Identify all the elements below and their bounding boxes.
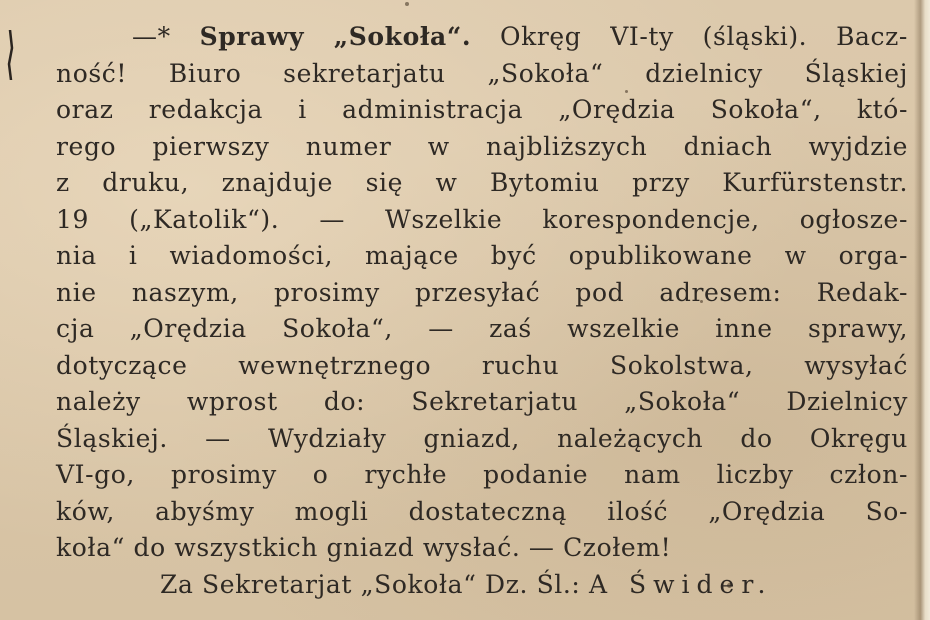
- article-line: 19 („Katolik“). — Wszelkie korespondencje, ogłosze-: [56, 204, 908, 234]
- line-lead: —*: [132, 22, 200, 51]
- article-line: dotyczące wewnętrznego ruchu Sokolstwa, wysyłać: [56, 350, 908, 380]
- article-line: [56, 19, 908, 56]
- article-line: oraz redakcja i administracja „Orędzia Sokoła“, któ-: [56, 95, 908, 124]
- article-heading: Sprawy „Sokoła“.: [199, 22, 472, 51]
- article-line: Śląskiej. — Wydziały gniazd, należących do Okręgu: [56, 423, 908, 453]
- article-line: nie naszym, prosimy przesyłać pod adresem: Redak-: [56, 277, 908, 307]
- article-line: VI-go, prosimy o rychłe podanie nam liczby człon-: [56, 460, 908, 489]
- signature-name: A Świder.: [589, 569, 773, 599]
- ink-mark: [6, 30, 14, 80]
- article-line: cja „Orędzia Sokoła“, — zaś wszelkie inne sprawy,: [56, 314, 908, 343]
- signature-line: [56, 567, 908, 604]
- signature-prefix: Za Sekretarjat „Sokoła“ Dz. Śl.:: [160, 569, 590, 599]
- page-edge: [914, 0, 930, 620]
- article-line: z druku, znajduje się w Bytomiu przy Kurfürstenstr.: [56, 168, 908, 197]
- article-line: ków, abyśmy mogli dostateczną ilość „Orędzia So-: [56, 496, 908, 526]
- article-line: nia i wiadomości, mające być opublikowane w orga-: [56, 241, 908, 270]
- article-line: należy wprost do: Sekretarjatu „Sokoła“ Dzielnicy: [56, 387, 908, 416]
- article-line: koła“ do wszystkich gniazd wysłać. — Czołem!: [56, 533, 672, 562]
- article-line: rego pierwszy numer w najbliższych dniach wyjdzie: [56, 131, 908, 161]
- ink-speck: [405, 2, 409, 6]
- article-body: [56, 19, 908, 603]
- article-line: ność! Biuro sekretarjatu „Sokoła“ dzielnicy Śląskiej: [56, 58, 908, 88]
- line-rest: Okręg VI-ty (śląski). Bacz-: [471, 22, 908, 51]
